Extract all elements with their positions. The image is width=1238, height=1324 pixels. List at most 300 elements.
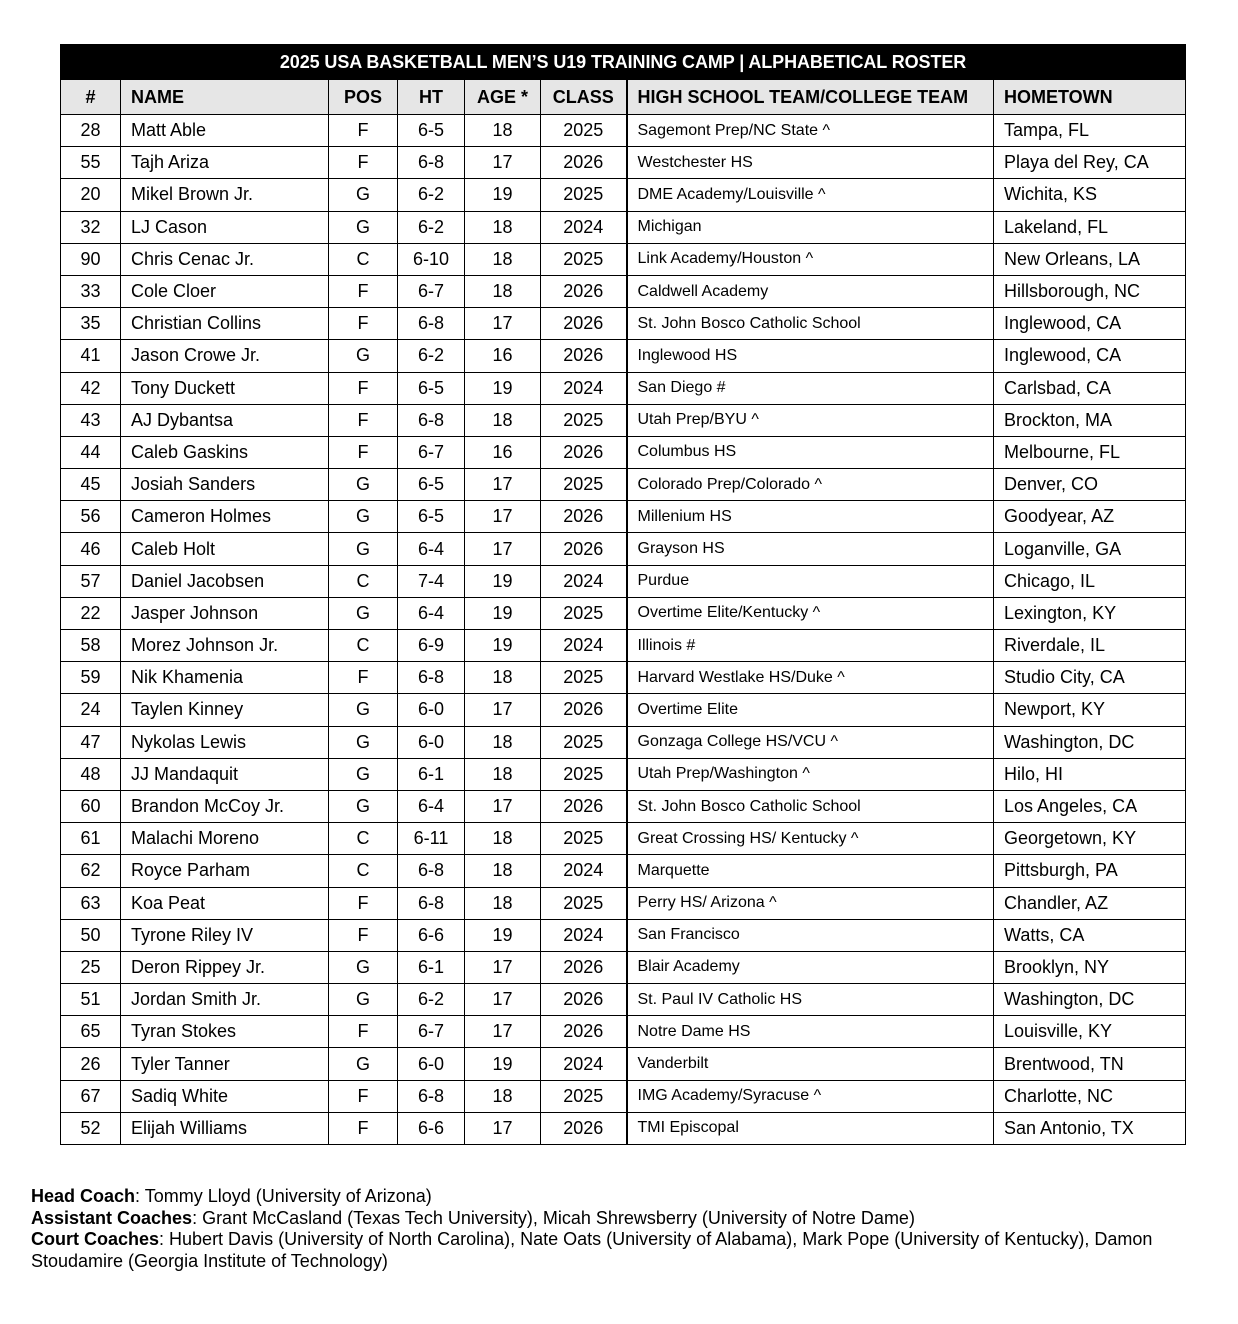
player-position: G [329,597,398,629]
player-number: 41 [61,340,121,372]
player-hometown: Georgetown, KY [994,823,1186,855]
player-team: Overtime Elite [627,694,994,726]
player-name: Sadiq White [121,1080,329,1112]
player-hometown: Carlsbad, CA [994,372,1186,404]
player-hometown: Hillsborough, NC [994,275,1186,307]
player-team: Westchester HS [627,147,994,179]
player-height: 7-4 [398,565,465,597]
player-hometown: Tampa, FL [994,115,1186,147]
player-number: 42 [61,372,121,404]
player-team: St. John Bosco Catholic School [627,308,994,340]
player-hometown: Inglewood, CA [994,340,1186,372]
player-position: F [329,115,398,147]
player-height: 6-8 [398,308,465,340]
player-hometown: Inglewood, CA [994,308,1186,340]
table-row [61,1048,1186,1080]
player-number: 62 [61,855,121,887]
player-class: 2025 [541,1080,627,1112]
table-row [61,726,1186,758]
player-position: C [329,243,398,275]
player-class: 2025 [541,887,627,919]
player-class: 2026 [541,694,627,726]
table-row [61,211,1186,243]
player-class: 2024 [541,919,627,951]
player-height: 6-8 [398,404,465,436]
player-height: 6-2 [398,179,465,211]
player-class: 2026 [541,533,627,565]
player-name: Jasper Johnson [121,597,329,629]
player-name: JJ Mandaquit [121,758,329,790]
player-position: C [329,823,398,855]
player-class: 2026 [541,951,627,983]
player-class: 2024 [541,211,627,243]
player-number: 22 [61,597,121,629]
player-name: AJ Dybantsa [121,404,329,436]
player-team: Great Crossing HS/ Kentucky ^ [627,823,994,855]
column-header-number: # [61,80,121,115]
player-number: 25 [61,951,121,983]
player-position: G [329,951,398,983]
player-team: TMI Episcopal [627,1112,994,1144]
player-age: 16 [465,436,541,468]
player-height: 6-2 [398,340,465,372]
column-header-height: HT [398,80,465,115]
table-row [61,630,1186,662]
player-class: 2026 [541,1016,627,1048]
table-row [61,790,1186,822]
player-position: G [329,984,398,1016]
player-number: 65 [61,1016,121,1048]
player-height: 6-5 [398,372,465,404]
player-position: F [329,372,398,404]
player-class: 2025 [541,115,627,147]
player-team: DME Academy/Louisville ^ [627,179,994,211]
player-position: G [329,790,398,822]
player-position: C [329,630,398,662]
player-team: Caldwell Academy [627,275,994,307]
column-header-age: AGE * [465,80,541,115]
player-height: 6-5 [398,469,465,501]
table-row [61,469,1186,501]
player-name: Brandon McCoy Jr. [121,790,329,822]
player-hometown: Chandler, AZ [994,887,1186,919]
player-height: 6-5 [398,115,465,147]
player-height: 6-2 [398,211,465,243]
player-hometown: Lexington, KY [994,597,1186,629]
player-height: 6-8 [398,887,465,919]
player-age: 18 [465,275,541,307]
player-height: 6-7 [398,1016,465,1048]
court-coaches-line [31,1229,1211,1272]
head-coach-value: : Tommy Lloyd (University of Arizona) [135,1186,432,1206]
player-hometown: Riverdale, IL [994,630,1186,662]
table-row [61,1080,1186,1112]
player-age: 17 [465,1016,541,1048]
player-class: 2026 [541,436,627,468]
player-age: 18 [465,855,541,887]
player-name: LJ Cason [121,211,329,243]
player-hometown: Brentwood, TN [994,1048,1186,1080]
player-class: 2025 [541,662,627,694]
player-name: Christian Collins [121,308,329,340]
player-number: 24 [61,694,121,726]
player-hometown: Washington, DC [994,726,1186,758]
column-header-position: POS [329,80,398,115]
player-height: 6-1 [398,951,465,983]
head-coach-label: Head Coach [31,1186,136,1206]
table-row [61,565,1186,597]
assistant-coaches-line [31,1208,1211,1230]
player-number: 44 [61,436,121,468]
player-age: 19 [465,919,541,951]
player-name: Daniel Jacobsen [121,565,329,597]
player-position: F [329,1080,398,1112]
player-position: C [329,855,398,887]
player-number: 32 [61,211,121,243]
player-team: Grayson HS [627,533,994,565]
player-hometown: Loganville, GA [994,533,1186,565]
player-class: 2026 [541,308,627,340]
roster-body [61,115,1186,1145]
player-age: 18 [465,823,541,855]
player-hometown: Wichita, KS [994,179,1186,211]
player-hometown: Lakeland, FL [994,211,1186,243]
player-age: 17 [465,984,541,1016]
table-row [61,1016,1186,1048]
player-height: 6-8 [398,1080,465,1112]
player-team: San Francisco [627,919,994,951]
player-number: 28 [61,115,121,147]
player-age: 18 [465,115,541,147]
player-class: 2026 [541,984,627,1016]
player-height: 6-1 [398,758,465,790]
player-name: Royce Parham [121,855,329,887]
player-number: 46 [61,533,121,565]
roster-table [60,44,1186,1145]
player-position: F [329,436,398,468]
player-height: 6-0 [398,1048,465,1080]
player-hometown: Denver, CO [994,469,1186,501]
table-row [61,243,1186,275]
player-class: 2024 [541,565,627,597]
player-hometown: New Orleans, LA [994,243,1186,275]
player-position: G [329,758,398,790]
player-position: F [329,887,398,919]
assistant-coaches-label: Assistant Coaches [31,1207,193,1228]
table-row [61,372,1186,404]
player-hometown: Hilo, HI [994,758,1186,790]
player-number: 51 [61,984,121,1016]
player-name: Tajh Ariza [121,147,329,179]
player-age: 16 [465,340,541,372]
player-height: 6-5 [398,501,465,533]
player-position: G [329,726,398,758]
table-row [61,758,1186,790]
player-team: Michigan [627,211,994,243]
column-header-row [61,80,1186,115]
player-position: G [329,211,398,243]
player-position: G [329,1048,398,1080]
player-team: Colorado Prep/Colorado ^ [627,469,994,501]
player-age: 19 [465,630,541,662]
table-row [61,1112,1186,1144]
player-team: Perry HS/ Arizona ^ [627,887,994,919]
player-team: IMG Academy/Syracuse ^ [627,1080,994,1112]
player-class: 2025 [541,179,627,211]
player-hometown: San Antonio, TX [994,1112,1186,1144]
player-name: Jason Crowe Jr. [121,340,329,372]
player-class: 2025 [541,404,627,436]
player-hometown: Louisville, KY [994,1016,1186,1048]
column-header-name: NAME [121,80,329,115]
player-class: 2026 [541,147,627,179]
player-height: 6-11 [398,823,465,855]
player-age: 17 [465,147,541,179]
player-team: Sagemont Prep/NC State ^ [627,115,994,147]
player-number: 60 [61,790,121,822]
table-row [61,115,1186,147]
player-age: 17 [465,1112,541,1144]
player-team: Illinois # [627,630,994,662]
player-number: 55 [61,147,121,179]
player-height: 6-9 [398,630,465,662]
court-coaches-label: Court Coaches [31,1229,160,1249]
player-number: 90 [61,243,121,275]
table-row [61,275,1186,307]
player-age: 18 [465,404,541,436]
player-position: G [329,340,398,372]
player-class: 2025 [541,243,627,275]
table-row [61,855,1186,887]
player-hometown: Los Angeles, CA [994,790,1186,822]
player-name: Deron Rippey Jr. [121,951,329,983]
table-row [61,887,1186,919]
player-hometown: Studio City, CA [994,662,1186,694]
table-row [61,984,1186,1016]
player-name: Elijah Williams [121,1112,329,1144]
table-row [61,404,1186,436]
player-age: 18 [465,1080,541,1112]
table-row [61,179,1186,211]
player-position: G [329,469,398,501]
player-hometown: Brockton, MA [994,404,1186,436]
player-number: 35 [61,308,121,340]
player-name: Cameron Holmes [121,501,329,533]
player-name: Nykolas Lewis [121,726,329,758]
player-class: 2025 [541,823,627,855]
player-age: 19 [465,565,541,597]
player-team: St. Paul IV Catholic HS [627,984,994,1016]
player-number: 50 [61,919,121,951]
player-team: Purdue [627,565,994,597]
table-row [61,919,1186,951]
player-team: Vanderbilt [627,1048,994,1080]
table-row [61,340,1186,372]
player-team: Millenium HS [627,501,994,533]
player-team: Blair Academy [627,951,994,983]
player-number: 63 [61,887,121,919]
player-hometown: Watts, CA [994,919,1186,951]
player-class: 2026 [541,340,627,372]
player-class: 2025 [541,469,627,501]
table-row [61,823,1186,855]
column-header-hometown: HOMETOWN [994,80,1186,115]
player-number: 59 [61,662,121,694]
assistant-coaches-value: : Grant McCasland (Texas Tech University), Micah Shrewsberry (University of Notre Dame) [192,1207,915,1228]
player-age: 17 [465,533,541,565]
player-height: 6-10 [398,243,465,275]
player-class: 2026 [541,790,627,822]
player-position: F [329,404,398,436]
player-height: 6-8 [398,855,465,887]
player-team: Inglewood HS [627,340,994,372]
player-team: San Diego # [627,372,994,404]
player-number: 33 [61,275,121,307]
player-age: 17 [465,469,541,501]
player-team: Marquette [627,855,994,887]
player-name: Mikel Brown Jr. [121,179,329,211]
player-hometown: Chicago, IL [994,565,1186,597]
player-height: 6-6 [398,1112,465,1144]
player-name: Malachi Moreno [121,823,329,855]
player-name: Nik Khamenia [121,662,329,694]
player-number: 52 [61,1112,121,1144]
player-team: Notre Dame HS [627,1016,994,1048]
player-age: 18 [465,887,541,919]
player-name: Matt Able [121,115,329,147]
player-age: 18 [465,211,541,243]
player-age: 17 [465,308,541,340]
head-coach-line [31,1186,1211,1208]
player-class: 2024 [541,372,627,404]
player-hometown: Charlotte, NC [994,1080,1186,1112]
player-position: G [329,533,398,565]
player-name: Taylen Kinney [121,694,329,726]
player-position: F [329,1112,398,1144]
player-team: St. John Bosco Catholic School [627,790,994,822]
player-class: 2025 [541,758,627,790]
title-row [61,45,1186,80]
player-age: 19 [465,1048,541,1080]
player-height: 6-4 [398,597,465,629]
player-class: 2025 [541,597,627,629]
player-position: F [329,308,398,340]
column-header-team: HIGH SCHOOL TEAM/COLLEGE TEAM [627,80,994,115]
player-class: 2026 [541,275,627,307]
player-hometown: Melbourne, FL [994,436,1186,468]
player-age: 18 [465,662,541,694]
player-age: 19 [465,597,541,629]
player-age: 18 [465,758,541,790]
player-number: 57 [61,565,121,597]
table-row [61,662,1186,694]
table-row [61,436,1186,468]
player-height: 6-7 [398,436,465,468]
player-name: Cole Cloer [121,275,329,307]
player-number: 43 [61,404,121,436]
player-hometown: Brooklyn, NY [994,951,1186,983]
player-age: 17 [465,951,541,983]
player-height: 6-7 [398,275,465,307]
player-class: 2026 [541,1112,627,1144]
player-height: 6-2 [398,984,465,1016]
player-hometown: Washington, DC [994,984,1186,1016]
player-name: Chris Cenac Jr. [121,243,329,275]
player-position: G [329,501,398,533]
player-height: 6-0 [398,726,465,758]
player-number: 47 [61,726,121,758]
player-name: Tyran Stokes [121,1016,329,1048]
player-name: Josiah Sanders [121,469,329,501]
table-row [61,597,1186,629]
player-age: 18 [465,726,541,758]
column-header-class: CLASS [541,80,627,115]
player-class: 2025 [541,726,627,758]
player-number: 45 [61,469,121,501]
player-class: 2026 [541,501,627,533]
player-height: 6-4 [398,533,465,565]
player-age: 19 [465,179,541,211]
player-team: Columbus HS [627,436,994,468]
player-class: 2024 [541,630,627,662]
player-number: 26 [61,1048,121,1080]
player-number: 58 [61,630,121,662]
player-position: G [329,179,398,211]
roster-title: 2025 USA BASKETBALL MEN’S U19 TRAINING CAMP | ALPHABETICAL ROSTER [61,45,1186,80]
player-number: 56 [61,501,121,533]
player-team: Link Academy/Houston ^ [627,243,994,275]
player-team: Harvard Westlake HS/Duke ^ [627,662,994,694]
player-height: 6-0 [398,694,465,726]
player-name: Koa Peat [121,887,329,919]
player-position: F [329,1016,398,1048]
player-position: F [329,147,398,179]
player-number: 61 [61,823,121,855]
player-height: 6-8 [398,662,465,694]
player-class: 2024 [541,1048,627,1080]
player-age: 17 [465,790,541,822]
player-class: 2024 [541,855,627,887]
player-name: Caleb Holt [121,533,329,565]
player-name: Jordan Smith Jr. [121,984,329,1016]
player-name: Tony Duckett [121,372,329,404]
court-coaches-value: : Hubert Davis (University of North Carolina), Nate Oats (University of Alabama), Mark Pope (University of Kentucky), Damon Stoudamire (Georgia Institute of Technology) [31,1229,1153,1271]
player-position: C [329,565,398,597]
player-hometown: Goodyear, AZ [994,501,1186,533]
table-row [61,694,1186,726]
player-age: 17 [465,694,541,726]
table-row [61,308,1186,340]
table-row [61,951,1186,983]
player-height: 6-8 [398,147,465,179]
player-height: 6-4 [398,790,465,822]
player-height: 6-6 [398,919,465,951]
table-row [61,533,1186,565]
player-name: Tyler Tanner [121,1048,329,1080]
player-number: 67 [61,1080,121,1112]
player-position: F [329,275,398,307]
table-row [61,501,1186,533]
player-name: Tyrone Riley IV [121,919,329,951]
table-row [61,147,1186,179]
player-number: 48 [61,758,121,790]
player-age: 17 [465,501,541,533]
player-name: Morez Johnson Jr. [121,630,329,662]
player-hometown: Pittsburgh, PA [994,855,1186,887]
player-team: Utah Prep/BYU ^ [627,404,994,436]
player-hometown: Playa del Rey, CA [994,147,1186,179]
coaching-staff [31,1186,1211,1272]
